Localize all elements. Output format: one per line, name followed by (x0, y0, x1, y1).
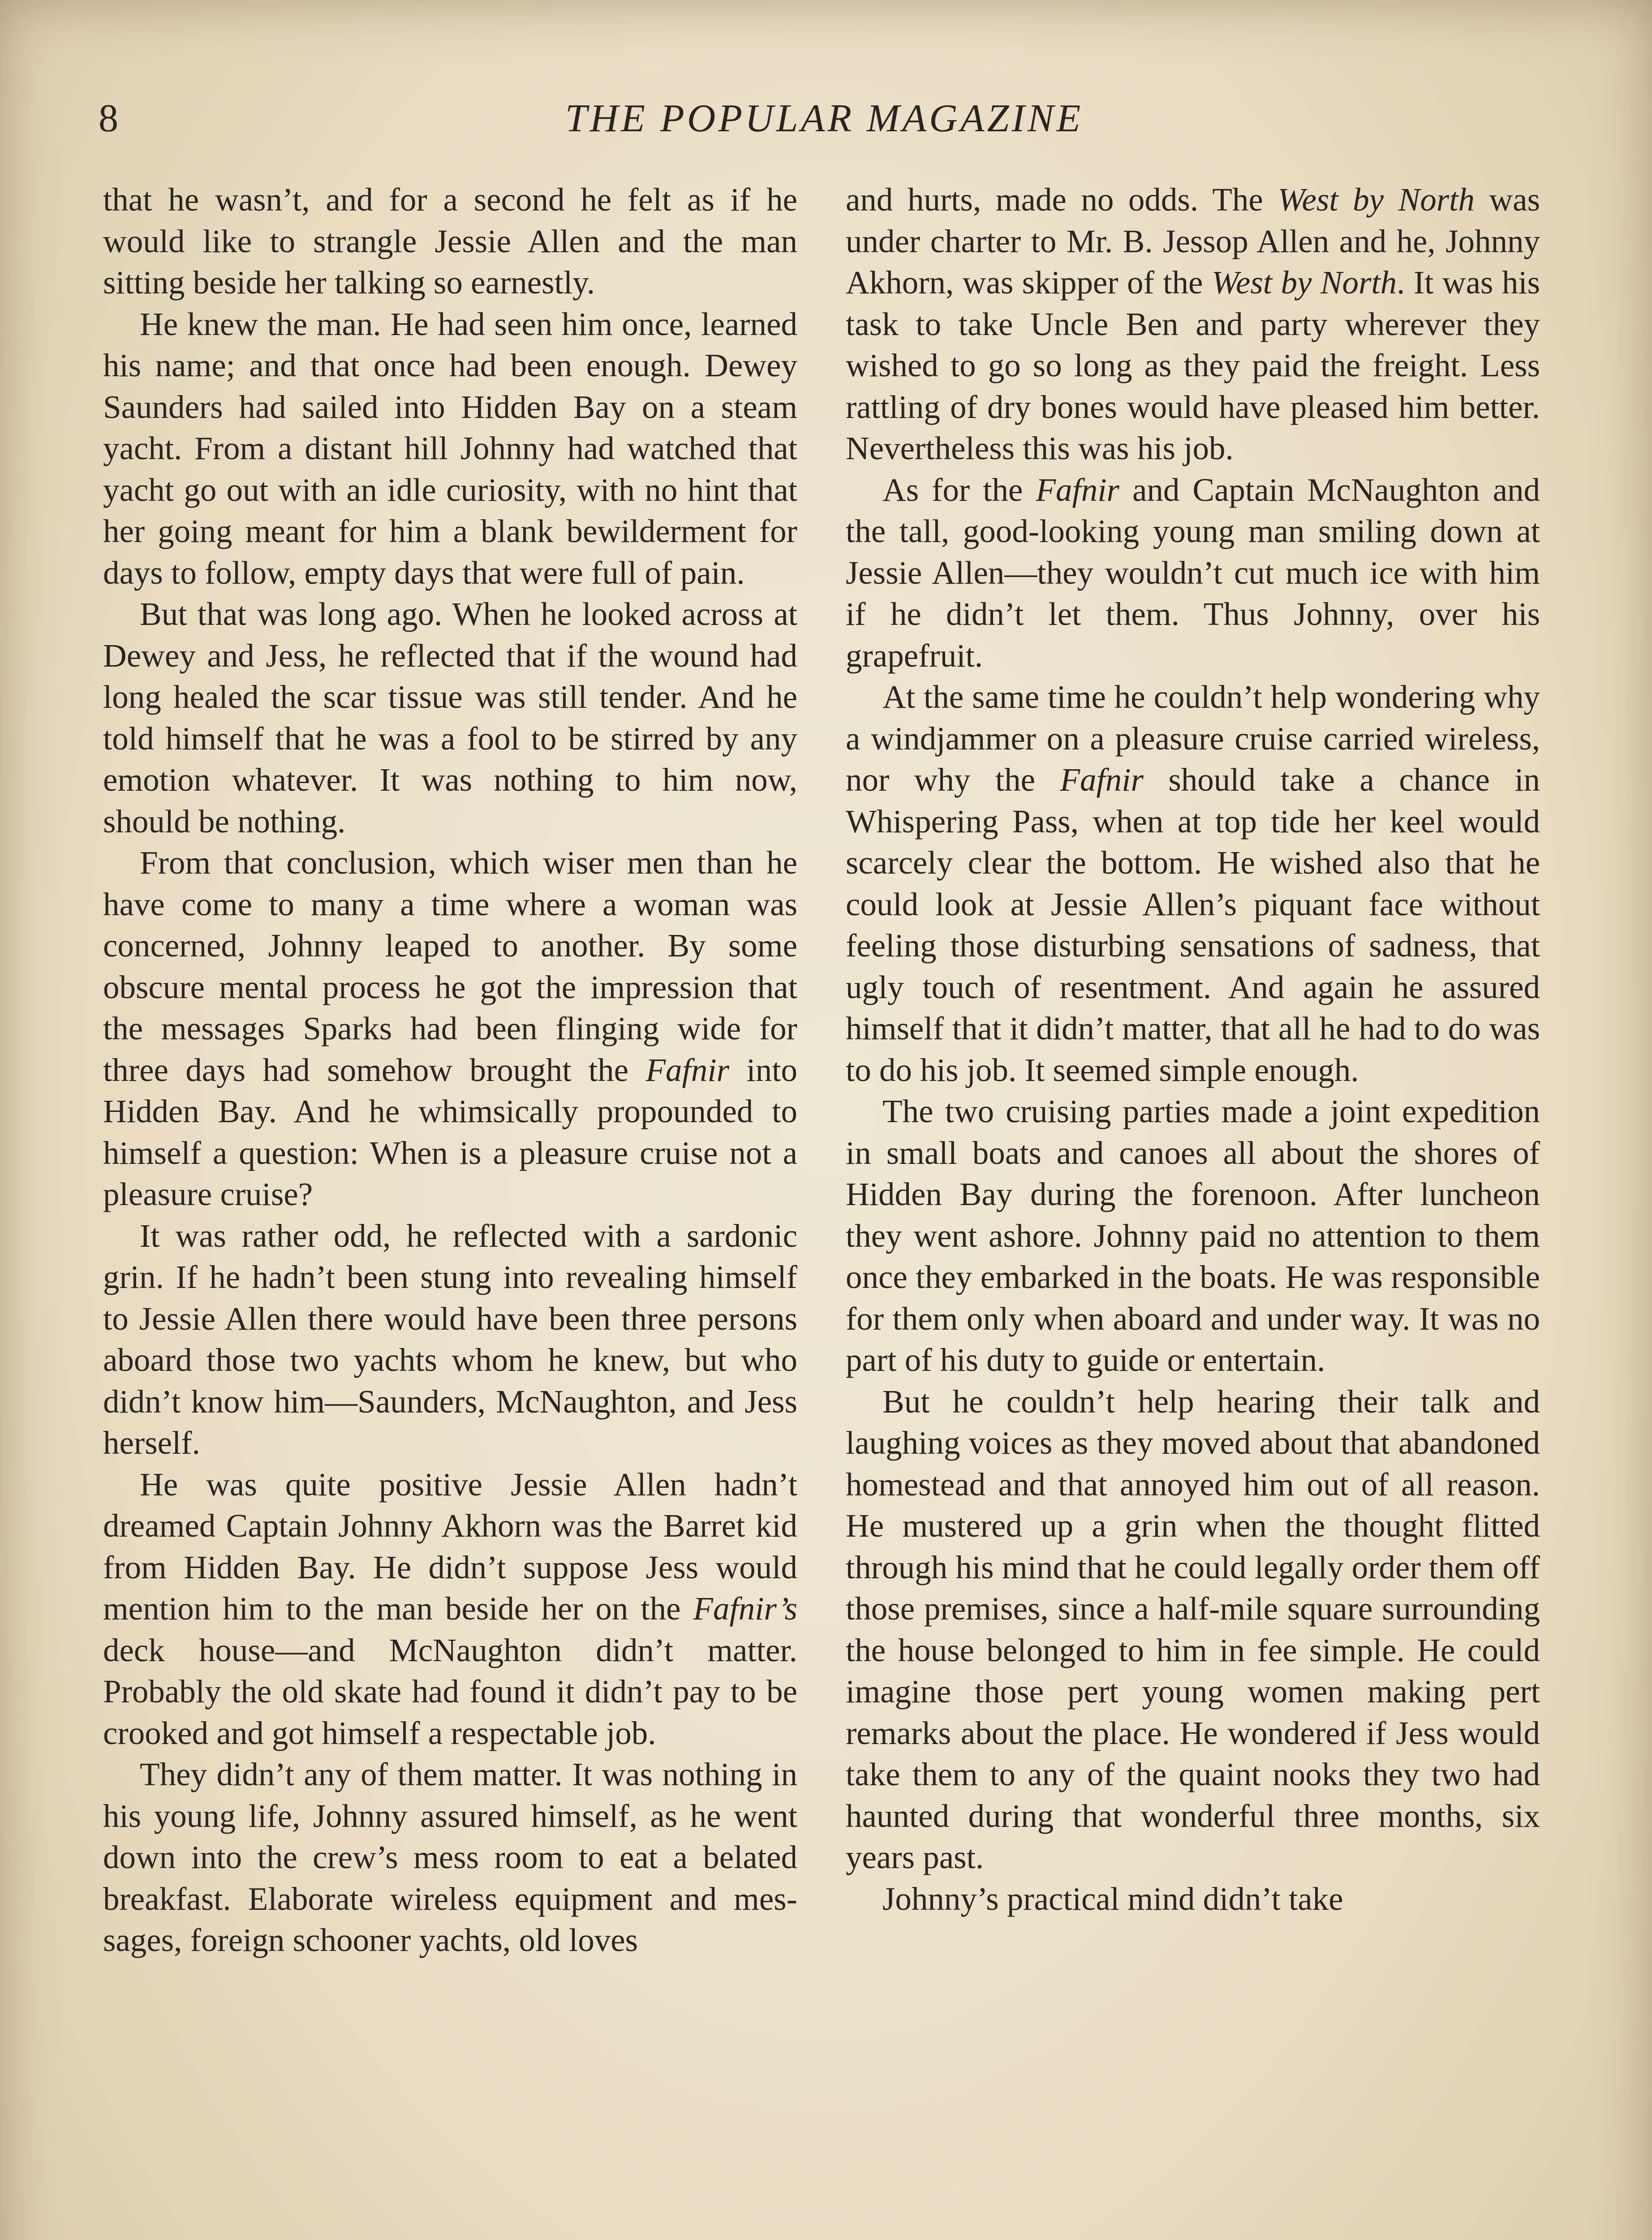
paragraph: As for the Fafnir and Captain McNaughton and the tall, good-looking young man smiling down at Jessie Allen—they wouldn’t cut much ice with him if he didn’t let them. Thus Johnny, over his grapefruit. (846, 471, 1540, 674)
page-header (99, 90, 1550, 148)
paragraph: and hurts, made no odds. The West by North was under charter to Mr. B. Jessop Allen and he, Johnny Akhorn, was skipper of the West by North. It was his task to take Uncle Ben and party wherever they wished to go so long as they paid the freight. Less rattling of dry bones would have pleased him better. Nevertheless this was his job. (846, 181, 1540, 466)
left-column (103, 179, 797, 1961)
paragraph: But he couldn’t help hearing their talk and laughing voices as they moved about that abandoned homestead and that annoyed him out of all reason. He mustered up a grin when the thought flitted through his mind that he could legally order them off those premises, since a half-mile square surrounding the house belonged to him in fee simple. He could imagine those pert young women making pert remarks about the place. He wondered if Jess would take them to any of the quaint nooks they two had haunted during that wonderful three months, six years past. (846, 1383, 1540, 1875)
paragraph: At the same time he couldn’t help wondering why a windjammer on a pleasure cruise carried wireless, nor why the Fafnir should take a chance in Whispering Pass, when at top tide her keel would scarcely clear the bottom. He wished also that he could look at Jessie Allen’s piquant face without feeling those disturbing sensations of sadness, that ugly touch of resentment. And again he assured himself that it didn’t matter, that all he had to do was to do his job. It seemed simple enough. (846, 679, 1540, 1088)
paragraph: From that conclusion, which wiser men than he have come to many a time where a woman was concerned, Johnny leaped to another. By some obscure mental process he got the impression that the messages Sparks had been flinging wide for three days had somehow brought the Fafnir into Hidden Bay. And he whimsically propounded to himself a question: When is a pleasure cruise not a pleasure cruise? (103, 844, 797, 1212)
paragraph: Johnny’s practical mind didn’t take (882, 1880, 1343, 1917)
right-column (846, 179, 1540, 1920)
paragraph: The two cruising parties made a joint expedition in small boats and canoes all about the shores of Hidden Bay during the forenoon. After luncheon they went ashore. Johnny paid no attention to them once they embarked in the boats. He was responsible for them only when aboard and under way. It was no part of his duty to guide or entertain. (846, 1093, 1540, 1378)
paragraph: He knew the man. He had seen him once, learned his name; and that once had been enough. Dewey Saunders had sailed into Hidden Bay on a steam yacht. From a distant hill Johnny had watched that yacht go out with an idle curiosity, with no hint that her going meant for him a blank bewilderment for days to follow, empty days that were full of pain. (103, 306, 797, 591)
paragraph: But that was long ago. When he looked across at Dewey and Jess, he reflected that if the wound had long healed the scar tissue was still tender. And he told himself that he was a fool to be stirred by any emotion whatever. It was nothing to him now, should be nothing. (103, 596, 797, 840)
paragraph: He was quite positive Jessie Allen hadn’t dreamed Captain Johnny Akhorn was the Barret kid from Hidden Bay. He didn’t suppose Jess would mention him to the man beside her on the Fafnir’s deck house—and McNaughton didn’t matter. Probably the old skate had found it didn’t pay to be crooked and got himself a respectable job. (103, 1466, 797, 1751)
paragraph: that he wasn’t, and for a second he felt as if he would like to strangle Jessie Allen and the man sitting beside her talking so earnestly. (103, 181, 797, 301)
page-number: 8 (99, 97, 118, 140)
running-title: THE POPULAR MAGAZINE (565, 97, 1084, 140)
paragraph: It was rather odd, he reflected with a sardonic grin. If he hadn’t been stung into revealing himself to Jessie Allen there would have been three persons aboard those two yachts whom he knew, but who didn’t know him—Saunders, McNaughton, and Jess herself. (103, 1217, 797, 1461)
paragraph: They didn’t any of them matter. It was nothing in his young life, Johnny assured himself, as he went down into the crew’s mess room to eat a belated breakfast. Elaborate wireless equipment and messages, foreign schooner yachts, old loves (103, 1756, 797, 1958)
